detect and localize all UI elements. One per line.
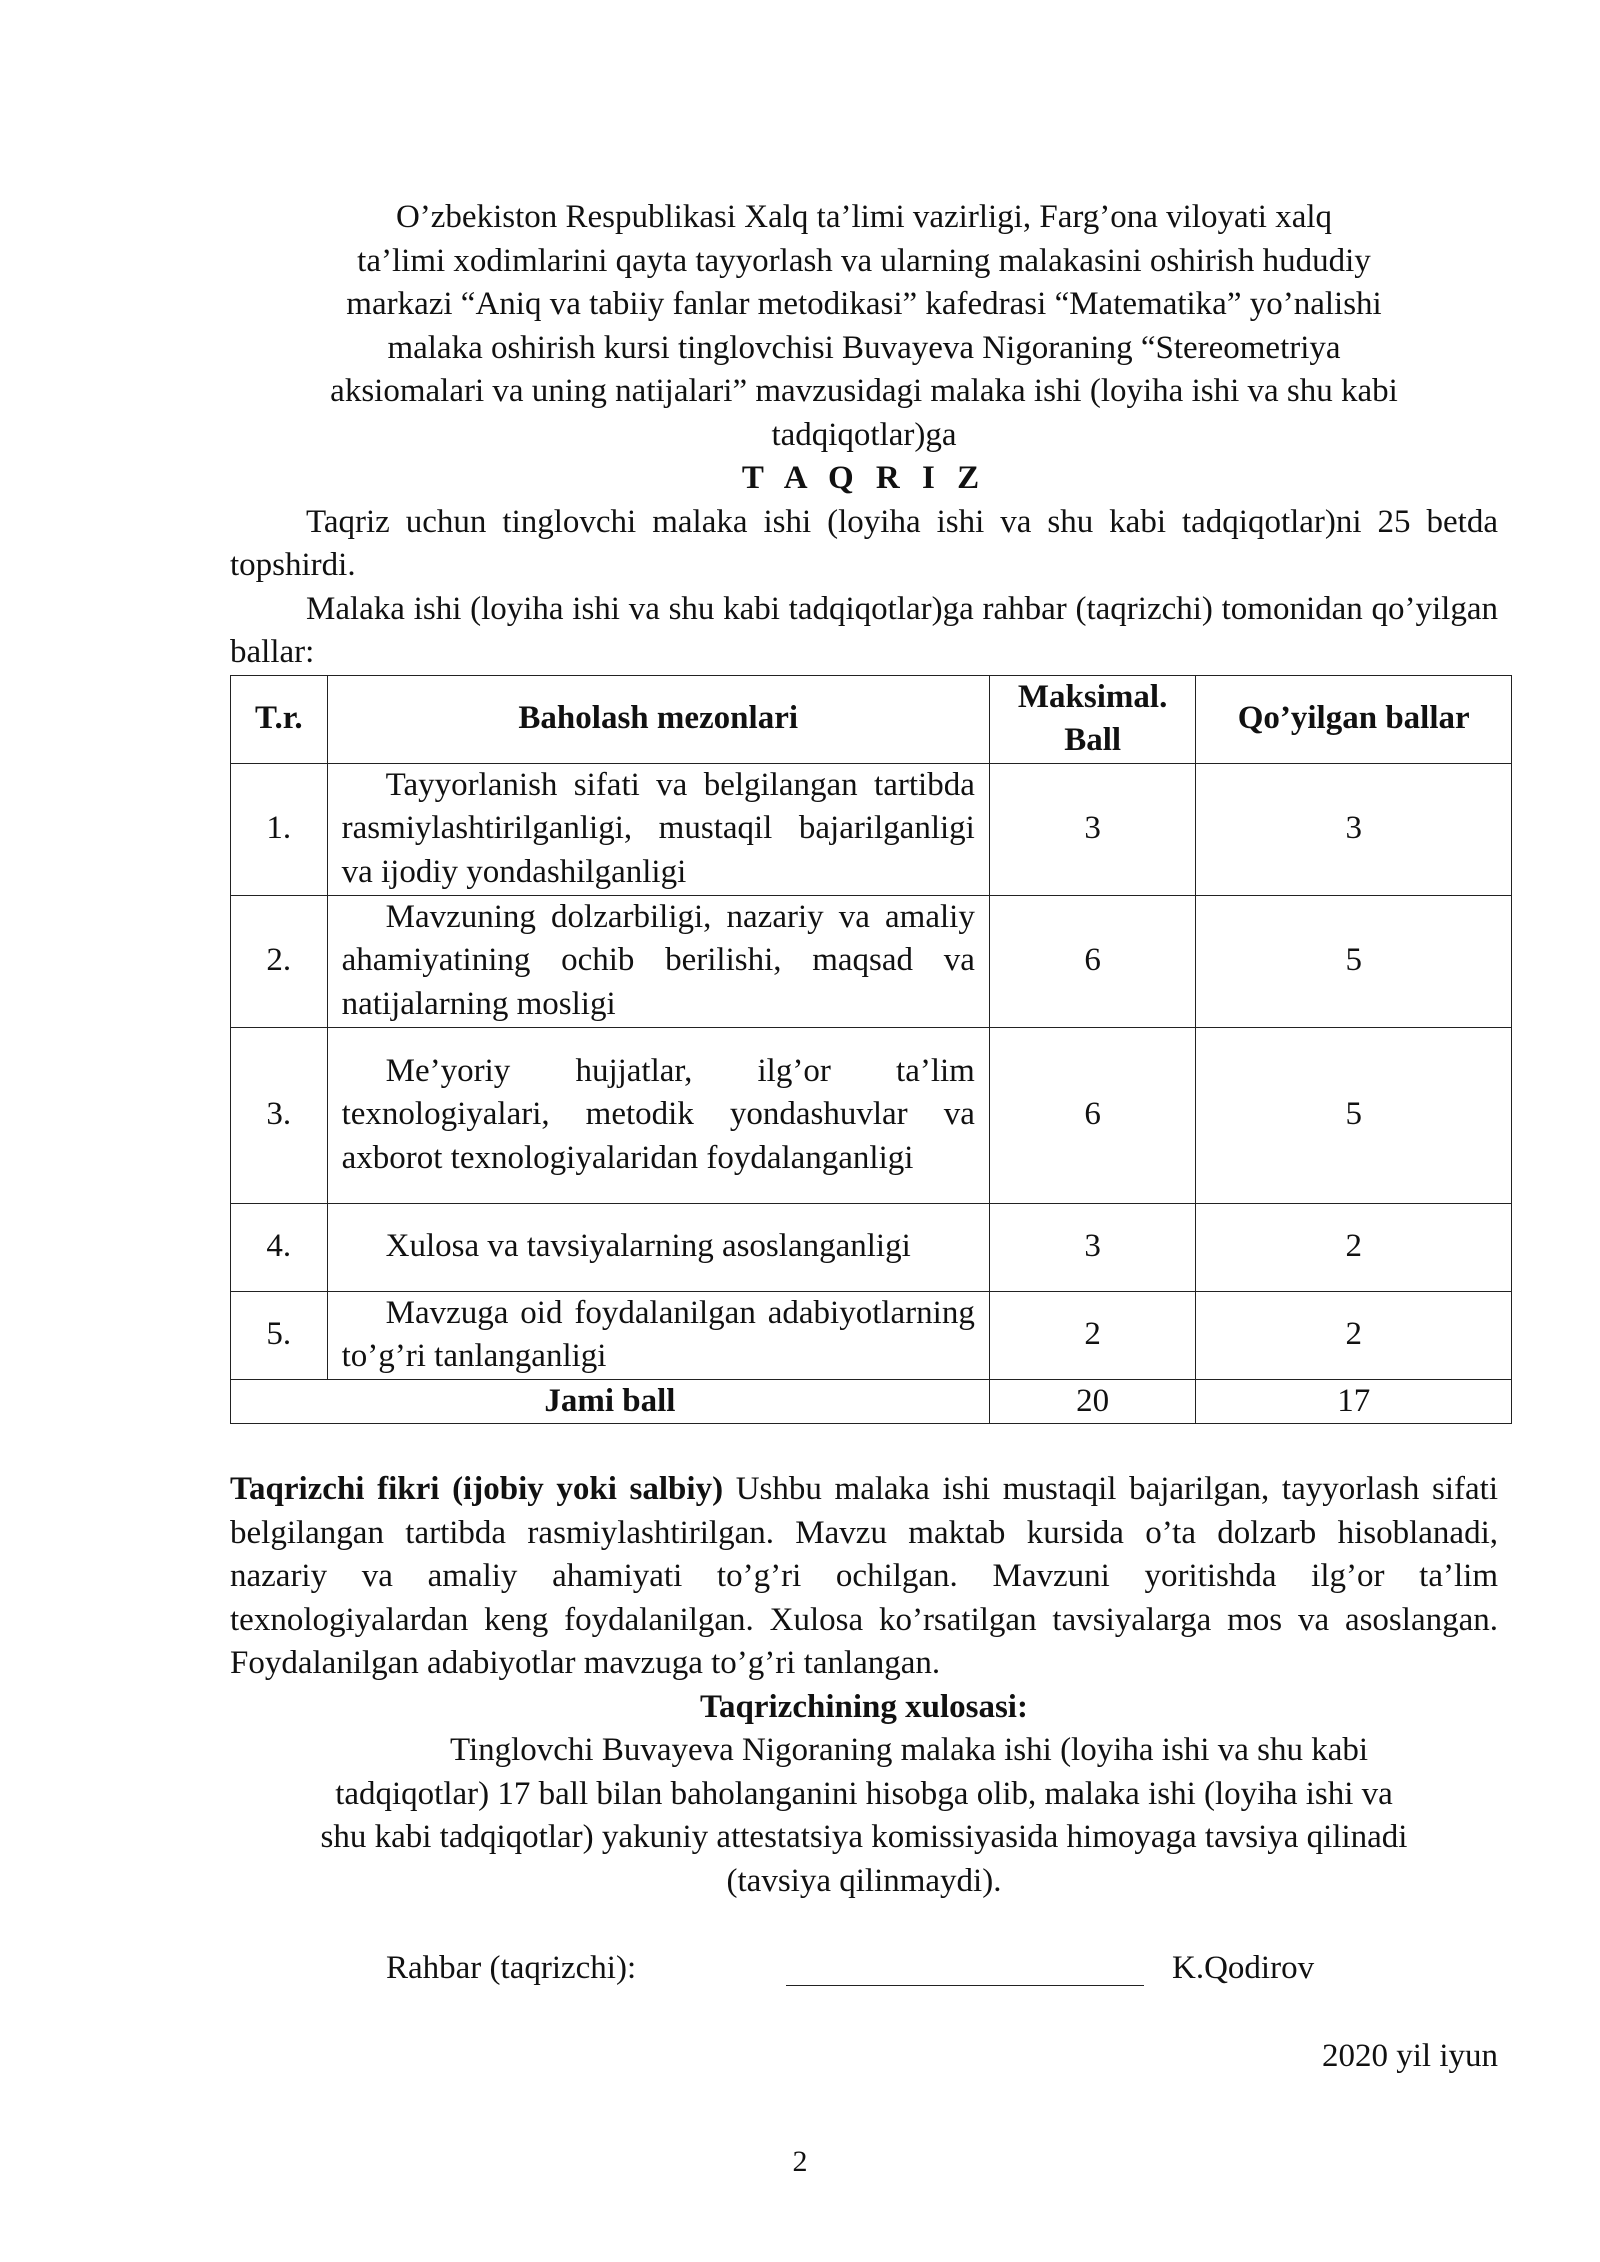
row-given-ball: 5 <box>1196 1027 1512 1203</box>
intro-paragraph-1: Taqriz uchun tinglovchi malaka ishi (loyiha ishi va shu kabi tadqiqotlar)ni 25 betda topshirdi. <box>230 503 1498 583</box>
signature-line <box>786 1985 1144 1986</box>
row-max-ball: 6 <box>989 895 1196 1027</box>
page-number: 2 <box>792 2145 808 2178</box>
table-row <box>231 763 1512 895</box>
grades-table <box>230 675 1512 1425</box>
conclusion-line-2: tadqiqotlar) 17 ball bilan baholanganini hisobga olib, malaka ishi (loyiha ishi va <box>335 1775 1393 1812</box>
row-number: 4. <box>231 1203 328 1291</box>
row-criteria: Me’yoriy hujjatlar, ilg’or ta’lim texnologiyalari, metodik yondashuvlar va axborot texnologiyalaridan foydalanganligi <box>327 1027 989 1203</box>
table-total-row <box>231 1379 1512 1424</box>
signature-name: K.Qodirov <box>1172 1950 1315 1986</box>
header-line-6: tadqiqotlar)ga <box>771 416 957 453</box>
table-row <box>231 1291 1512 1379</box>
document-date: 2020 yil iyun <box>1321 2038 1498 2074</box>
header-given-ball: Qo’yilgan ballar <box>1196 675 1512 763</box>
row-criteria: Mavzuga oid foydalanilgan adabiyotlarning to’g’ri tanlanganligi <box>327 1291 989 1379</box>
header-line-4: malaka oshirish kursi tinglovchisi Buvayeva Nigoraning “Stereometriya <box>387 329 1341 366</box>
header-number: T.r. <box>231 675 328 763</box>
header-line-5: aksiomalari va uning natijalari” mavzusidagi malaka ishi (loyiha ishi va shu kabi <box>330 373 1398 409</box>
header-line-2: ta’limi xodimlarini qayta tayyorlash va ularning malakasini oshirish hududiy <box>357 242 1371 279</box>
header-criteria: Baholash mezonlari <box>327 675 989 763</box>
document-header <box>230 196 1498 457</box>
table-row <box>231 1203 1512 1291</box>
signature-block <box>230 1947 1498 1991</box>
row-given-ball: 5 <box>1196 895 1512 1027</box>
header-max-line-2: Ball <box>1064 722 1122 758</box>
row-number: 3. <box>231 1027 328 1203</box>
row-number: 1. <box>231 763 328 895</box>
reviewer-opinion <box>230 1468 1498 1686</box>
opinion-text: Ushbu malaka ishi mustaqil bajarilgan, tayyorlash sifati belgilangan tartibda rasmiylashtirilgan. Mavzu maktab kursida o’ta dolzarb hisoblanadi, nazariy va amaliy ahamiyati to’g’ri ochilgan. Mavzuni yoritishda ilg’or ta’lim texnologiyalardan keng foydalanilgan. Xulosa ko’rsatilgan tavsiyalarga mos va asoslangan. Foydalanilgan adabiyotlar mavzuga to’g’ri tanlangan. <box>230 1471 1498 1681</box>
row-criteria: Tayyorlanish sifati va belgilangan tartibda rasmiylashtirilganligi, mustaqil bajarilganligi va ijodiy yondashilganligi <box>327 763 989 895</box>
row-number: 5. <box>231 1291 328 1379</box>
header-line-1: O’zbekiston Respublikasi Xalq ta’limi vazirligi, Farg’ona viloyati xalq <box>395 199 1333 235</box>
header-max-line-1: Maksimal. <box>1017 678 1168 715</box>
conclusion-body <box>230 1729 1498 1903</box>
row-given-ball: 2 <box>1196 1291 1512 1379</box>
total-given-ball: 17 <box>1196 1379 1512 1424</box>
row-max-ball: 3 <box>989 763 1196 895</box>
document-title: T A Q R I Z <box>741 460 987 496</box>
row-given-ball: 3 <box>1196 763 1512 895</box>
conclusion-line-4: (tavsiya qilinmaydi). <box>726 1862 1002 1899</box>
intro-paragraph-2: Malaka ishi (loyiha ishi va shu kabi tadqiqotlar)ga rahbar (taqrizchi) tomonidan qo’yilgan ballar: <box>230 590 1498 670</box>
row-max-ball: 6 <box>989 1027 1196 1203</box>
conclusion-title: Taqrizchining xulosasi: <box>700 1688 1028 1725</box>
table-header-row <box>231 675 1512 763</box>
opinion-label: Taqrizchi fikri (ijobiy yoki salbiy) <box>230 1471 724 1507</box>
total-label: Jami ball <box>231 1379 990 1424</box>
table-row <box>231 1027 1512 1203</box>
document-page <box>230 196 1498 2079</box>
row-criteria: Xulosa va tavsiyalarning asoslanganligi <box>327 1203 989 1291</box>
table-row <box>231 895 1512 1027</box>
row-given-ball: 2 <box>1196 1203 1512 1291</box>
row-criteria: Mavzuning dolzarbiligi, nazariy va amaliy ahamiyatining ochib berilishi, maqsad va natijalarning mosligi <box>327 895 989 1027</box>
conclusion-line-1: Tinglovchi Buvayeva Nigoraning malaka ishi (loyiha ishi va shu kabi <box>449 1732 1369 1768</box>
total-max-ball: 20 <box>989 1379 1196 1424</box>
header-max-ball <box>989 675 1196 763</box>
conclusion-line-3: shu kabi tadqiqotlar) yakuniy attestatsiya komissiyasida himoyaga tavsiya qilinadi <box>320 1819 1408 1855</box>
header-line-3: markazi “Aniq va tabiiy fanlar metodikasi” kafedrasi “Matematika” yo’nalishi <box>346 286 1382 322</box>
row-max-ball: 2 <box>989 1291 1196 1379</box>
row-max-ball: 3 <box>989 1203 1196 1291</box>
signature-label: Rahbar (taqrizchi): <box>386 1950 637 1986</box>
row-number: 2. <box>231 895 328 1027</box>
